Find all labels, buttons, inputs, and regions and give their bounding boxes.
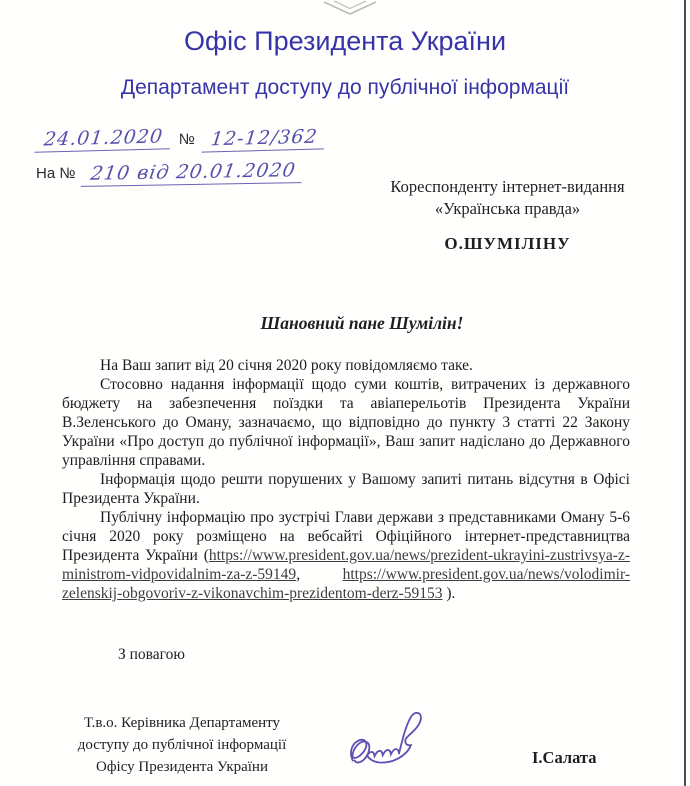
reply-to-label: На № [36, 165, 76, 182]
paragraph-4-text: Публічну інформацію про зустрічі Глави держави з представниками Оману 5-6 січня 2020 року розміщено на вебсайті Офіційного інтернет-представництва Президента України [62, 509, 630, 564]
link-separator: , [296, 566, 343, 583]
paragraph-4 [62, 508, 630, 603]
paragraph-2: Стосовно надання інформації щодо суми коштів, витрачених із державного бюджету на забезпечення поїздки та авіаперельотів Президента України В.Зеленського до Оману, зазначаємо, що відповідно до пункту 3 статті 22 Закону України «Про доступ до публічної інформації», Ваш запит надіслано до Державного управління справами. [62, 376, 630, 469]
number-sign: № [178, 131, 195, 148]
signer-name: І.Салата [532, 748, 597, 767]
scan-edge-line [684, 0, 686, 786]
letterhead-org-name: Офіс Президента України [183, 26, 507, 56]
recipient-name: О.ШУМІЛІНУ [444, 234, 571, 253]
incoming-ref-handwritten: 210 від 20.01.2020 [81, 159, 306, 187]
emblem-tip-icon [322, 0, 378, 16]
president-news-link-1[interactable]: https://www.president.gov.ua/news/prezident-ukrayini-zustrivsya-z-ministrom-vidpovidalnim-za-z-59149 [62, 547, 630, 583]
signer-position-line3: Офісу Президента України [96, 759, 268, 775]
incoming-ref-line [36, 161, 366, 185]
recipient-line1: Кореспонденту інтернет-видання [390, 177, 625, 196]
recipient-block [365, 176, 650, 255]
president-news-link-2[interactable]: https://www.president.gov.ua/news/volodimir-zelenskij-obgovoriv-z-vikonavchim-prezidentom-derz-59153 [62, 566, 630, 602]
letterhead-department: Департамент доступу до публічної інформації [120, 76, 570, 99]
paragraph-1: На Ваш запит від 20 січня 2020 року повідомляємо таке. [100, 357, 473, 374]
signer-position-line2: доступу до публічної інформації [77, 737, 287, 753]
recipient-line2: «Українська правда» [434, 199, 581, 218]
link-open-paren: ( [203, 547, 209, 564]
reference-block [36, 127, 366, 195]
link-close-paren: ). [442, 585, 456, 602]
outgoing-ref-line [36, 127, 366, 151]
outgoing-date-handwritten: 24.01.2020 [34, 125, 172, 153]
paragraph-3: Інформація щодо решти порушених у Вашому запиті питань відсутня в Офісі Президента України. [62, 471, 630, 507]
outgoing-number-handwritten: 12-12/362 [201, 125, 327, 152]
letter-body [62, 356, 630, 603]
signer-position [58, 712, 306, 778]
signature-ink [340, 708, 440, 776]
salutation: Шановний пане Шумілін! [260, 313, 464, 333]
closing-phrase: З повагою [118, 646, 185, 663]
signer-position-line1: Т.в.о. Керівника Департаменту [83, 715, 281, 731]
